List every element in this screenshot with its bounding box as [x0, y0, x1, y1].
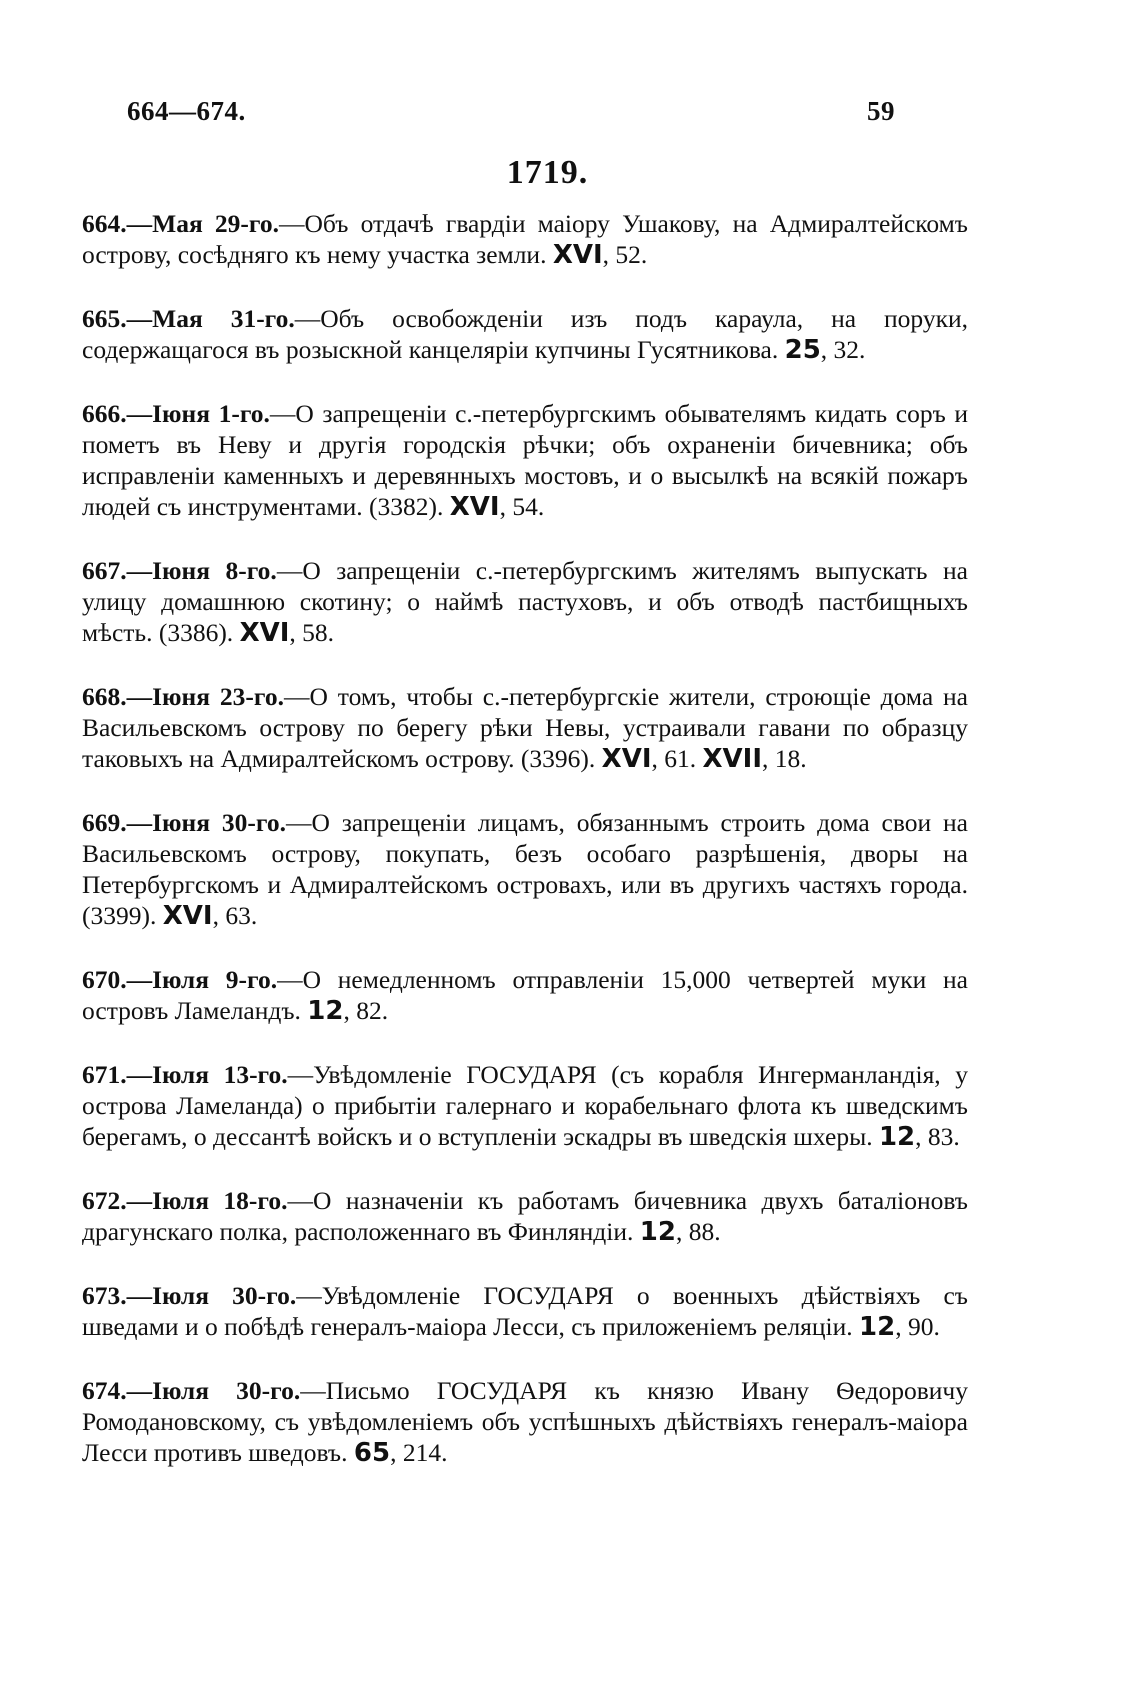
entry-number: 668.: [82, 682, 127, 711]
page-reference: , 52.: [602, 240, 648, 269]
volume-reference: XVII: [702, 744, 763, 774]
entry-date: —Іюня 23-го.: [126, 682, 284, 711]
page-reference: , 90.: [895, 1312, 940, 1341]
entry-date: —Іюля 18-го.: [126, 1186, 288, 1215]
entry: [82, 555, 968, 649]
entry-date: —Іюня 30-го.: [126, 808, 286, 837]
entry: [82, 1280, 968, 1343]
entry-number: 665.: [82, 304, 127, 333]
entry: [82, 303, 968, 366]
entry: [82, 681, 968, 775]
page-reference: , 18.: [762, 744, 807, 773]
page-reference: , 54.: [499, 492, 545, 521]
entry-number: 673.: [82, 1281, 127, 1310]
volume-reference: 25: [784, 335, 821, 365]
entry: [82, 807, 968, 932]
volume-reference: XVI: [162, 901, 213, 931]
entry-number: 670.: [82, 965, 127, 994]
volume-reference: 12: [878, 1122, 916, 1152]
entry-text: —О немедленномъ отправленіи 15,000 четвертей муки на островъ Ламеландъ.: [82, 965, 968, 1025]
entry-date: —Іюня 1-го.: [126, 399, 270, 428]
entry-date: —Іюня 8-го.: [126, 556, 277, 585]
volume-reference: 65: [353, 1438, 391, 1468]
entry-range: 664—674.: [127, 96, 246, 126]
entry: [82, 1059, 968, 1153]
running-head: [127, 96, 895, 127]
year-heading: 1719.: [506, 154, 589, 191]
entry-number: 666.: [82, 399, 127, 428]
entry-date: —Мая 29-го.: [126, 209, 279, 238]
volume-reference: 12: [859, 1312, 896, 1342]
entry-number: 667.: [82, 556, 127, 585]
entry: [82, 1375, 968, 1469]
entry-text: —Объ отдачѣ гвардіи маіору Ушакову, на Адмиралтейскомъ острову, сосѣдняго къ нему участка земли.: [82, 209, 968, 269]
entry-text: —О запрещеніи с.-петербургскимъ жителямъ выпускать на улицу домашнюю скотину; о наймѣ пастуховъ, и объ отводѣ пастбищныхъ мѣсть. (3386).: [82, 556, 968, 647]
entry-number: 672.: [82, 1186, 127, 1215]
entry: [82, 964, 968, 1027]
entry-text: —О запрещеніи лицамъ, обязаннымъ строить дома свои на Васильевскомъ острову, покупать, безъ особаго разрѣшенія, дворы на Петербургскомъ и Адмиралтейскомъ островахъ, или въ другихъ частяхъ города. (3399).: [82, 808, 968, 930]
entry-number: 664.: [82, 209, 127, 238]
entry-text: —Письмо ГОСУДАРЯ къ князю Ивану Ѳедоровичу Ромодановскому, съ увѣдомленіемъ объ успѣшныхъ дѣйствіяхъ генералъ-маіора Лесси противъ шведовъ.: [82, 1376, 968, 1467]
page-reference: , 32.: [820, 335, 866, 364]
volume-reference: XVI: [601, 744, 652, 774]
entry-date: —Мая 31-го.: [126, 304, 295, 333]
entry: [82, 398, 968, 523]
volume-reference: XVI: [449, 492, 500, 522]
volume-reference: 12: [307, 996, 344, 1026]
entry-list: [82, 208, 968, 1501]
entry-number: 671.: [82, 1060, 127, 1089]
entry-text: —Увѣдомленіе ГОСУДАРЯ о военныхъ дѣйствіяхъ съ шведами и о побѣдѣ генералъ-маіора Лесси, съ приложеніемъ реляціи.: [82, 1281, 968, 1341]
page-reference: , 88.: [675, 1217, 721, 1246]
page-reference: , 82.: [343, 996, 389, 1025]
page-reference: , 58.: [289, 618, 335, 647]
page-number: 59: [867, 96, 895, 126]
page-reference: , 63.: [212, 901, 258, 930]
page-reference: , 214.: [390, 1438, 448, 1467]
page-reference: , 83.: [915, 1122, 960, 1151]
entry-date: —Іюля 13-го.: [126, 1060, 288, 1089]
entry-number: 674.: [82, 1376, 127, 1405]
entry-date: —Іюля 9-го.: [126, 965, 278, 994]
page-reference: , 61.: [651, 744, 697, 773]
volume-reference: XVI: [552, 240, 603, 270]
entry-number: 669.: [82, 808, 127, 837]
entry-date: —Іюля 30-го.: [126, 1281, 297, 1310]
entry-text: —О назначеніи къ работамъ бичевника двухъ баталіоновъ драгунскаго полка, расположеннаго въ Финляндіи.: [82, 1186, 968, 1246]
entry: [82, 1185, 968, 1248]
entry: [82, 208, 968, 271]
entry-text: —О томъ, чтобы с.-петербургскіе жители, строющіе дома на Васильевскомъ острову по берегу рѣки Невы, устраивали гавани по образцу таковыхъ на Адмиралтейскомъ острову. (3396).: [82, 682, 968, 773]
volume-reference: 12: [639, 1217, 676, 1247]
entry-text: —О запрещеніи с.-петербургскимъ обывателямъ кидать соръ и пометъ въ Неву и другія городскія рѣчки; объ охраненіи бичевника; объ исправленіи каменныхъ и деревянныхъ мостовъ, и о высылкѣ на всякій пожаръ людей съ инструментами. (3382).: [82, 399, 968, 521]
volume-reference: XVI: [239, 618, 290, 648]
entry-date: —Іюля 30-го.: [126, 1376, 301, 1405]
entry-text: —Объ освобожденіи изъ подъ караула, на поруки, содержащагося въ розыскной канцеляріи купчины Гусятникова.: [82, 304, 968, 364]
entry-text: —Увѣдомленіе ГОСУДАРЯ (съ корабля Ингерманландія, у острова Ламеланда) о прибытіи галернаго и корабельнаго флота къ шведскимъ берегамъ, о дессантѣ войскъ и о вступленіи эскадры въ шведскія шхеры.: [82, 1060, 968, 1151]
